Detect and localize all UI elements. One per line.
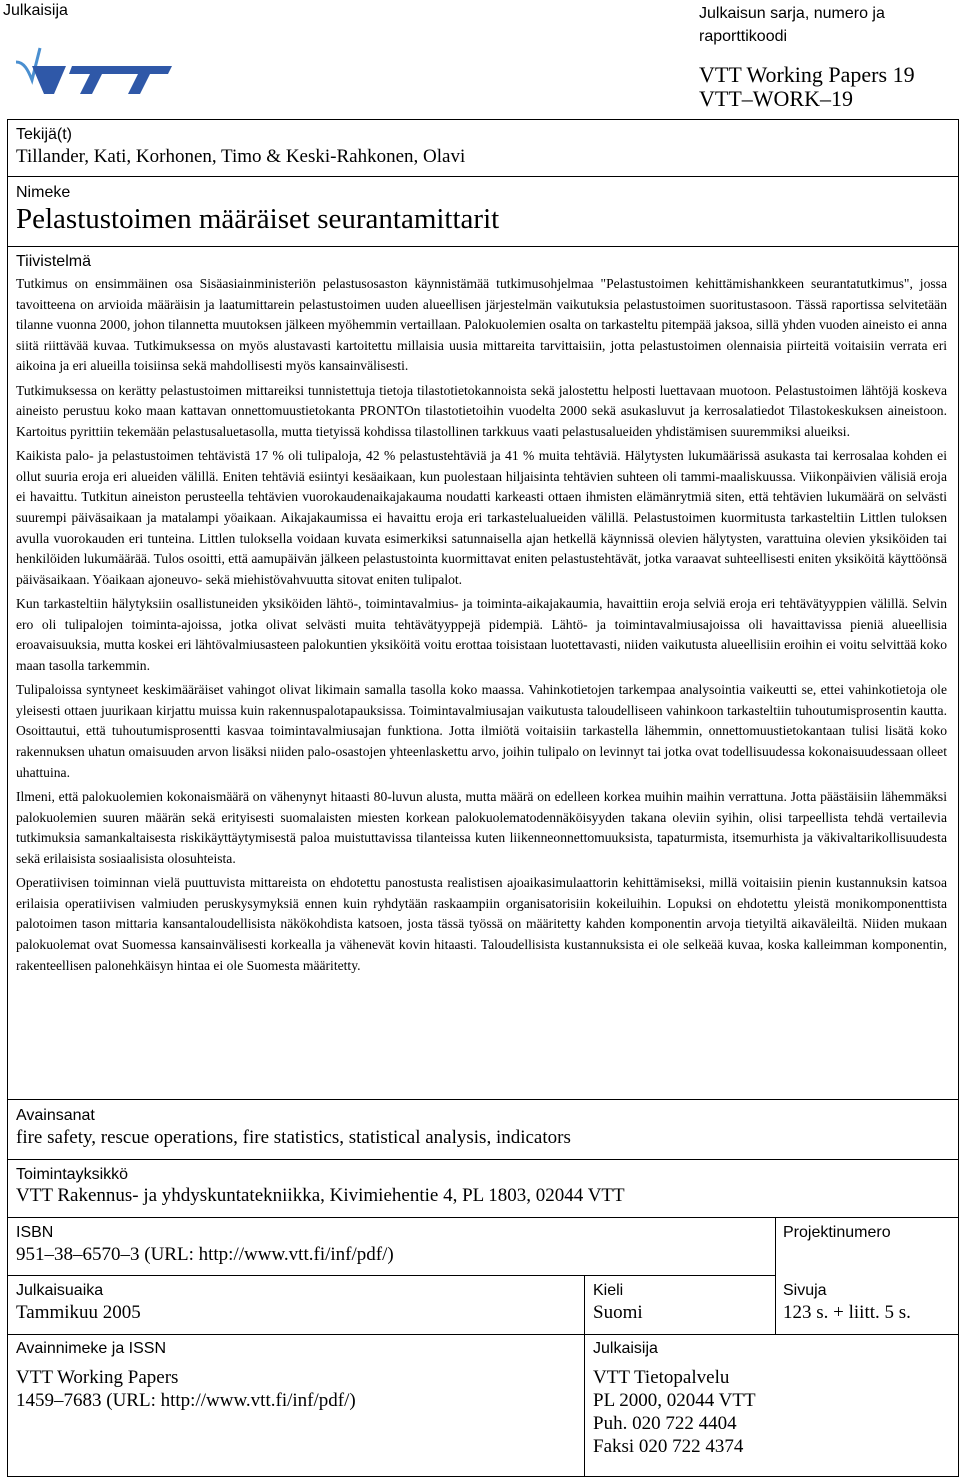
divider-title (7, 246, 959, 247)
divider-unit (7, 1217, 959, 1218)
abstract-paragraph: Kaikista palo- ja pelastustoimen tehtävistä 17 % oli tulipaloja, 42 % pelastustehtäviä ja 41 % muita tehtäviä. Hälytysten lukumäärissä asukasta tai kerrosalaa kohden ei ollut suuria eroja eri alueiden välillä. Eniten tehtäviä esiintyi kesäaikaan, kun puolestaan hiljaisinta tehtävien suhteen oli tammi-maaliskuussa. Viikonpäivien välisiä eroja ei havaittu. Tutkitun aineiston perusteella tehtävien vuorokaudenaikajakauma noudatti karkeasti ottaen ihmisten elämänrytmiä siten, että tehtävien lukumäärä on selvästi suurempi päiväsaikaan ja matalampi yöaikaan. Aikajakaumissa ei havaittu eroja eri tarkastelualueiden välillä. Pelastustoimen kuormitusta tarkasteltiin Littlen tuloksen avulla vuorokauden eri tunteina. Littlen tuloksella voidaan kuvata esimerkiksi satunnaisella ajan hetkellä käynnissä olevien hälytysten, varattuina olevien yksiköiden tai henkilöiden lukumäärää. Tulos osoitti, että aamupäivän jälkeen pelastustointa kuormittavat eniten pelastustehtävät, jotka varaavat suhteellisesti eniten yksiköitä käyttöönsä päiväsaikaan. Yöaikaan ajoneuvo- sekä miehistövahvuutta sitovat eniten tulipalot. (16, 448, 947, 587)
divider-top (7, 119, 959, 120)
abstract-paragraph: Tulipaloissa syntyneet keskimääräiset vahingot olivat likimain samalla tasolla koko maassa. Vahinkotietojen tarkempaa analysointia vaikeutti se, ettei vahinkotietoja ole yleisesti ottaen juurikaan kirjattu muissa kuin rakennuspalotapauksissa. Toimintavalmiusajan vaikutusta taloudelliseen vahinkoon tarkasteltiin tuhoutumisprosentin kautta. Osoittautui, että tuhoutumisprosentti kasvaa toimintavalmiusajan funktiona. Jotta ilmiötä voitaisiin tarkastella lähemmin, onnettomuustietokantaan tulisi lisätä koko rakennuksen uhatun omaisuuden arvon lisäksi niiden palo-osastojen yhteenlaskettu arvo, joihin tulipalo on levinnyt tai jotka ovat todellisuudessa kokonaisuudessaan olleet uhattuina. (16, 682, 947, 780)
publisher-line: VTT Tietopalvelu (593, 1367, 730, 1388)
series-label: Julkaisun sarja, numero ja raporttikoodi (699, 5, 885, 45)
keywords-value: fire safety, rescue operations, fire statistics, statistical analysis, indicators (16, 1127, 571, 1148)
isbn-label: ISBN (16, 1224, 54, 1241)
unit-value: VTT Rakennus- ja yhdyskuntatekniikka, Kivimiehentie 4, PL 1803, 02044 VTT (16, 1185, 625, 1206)
language-label: Kieli (593, 1282, 624, 1299)
publisher-line: Puh. 020 722 4404 (593, 1413, 737, 1434)
keywords-label: Avainsanat (16, 1107, 95, 1124)
frame-right (958, 119, 959, 1477)
divider-isbn (7, 1275, 775, 1276)
unit-label: Toimintayksikkö (16, 1166, 129, 1183)
series-issn-number: 1459–7683 (URL: http://www.vtt.fi/inf/pdf/) (16, 1390, 356, 1411)
publisher-label: Julkaisija (593, 1340, 658, 1357)
vtt-logo-text: VTT (14, 40, 16, 41)
abstract-paragraph: Kun tarkasteltiin hälytyksiin osallistuneiden yksiköiden lähtö-, toimintavalmius- ja toiminta-aikajakaumia, havaittiin eroja selviä eroja eri tehtävätyyppien välillä. Selvin ero oli tulipalojen toiminta-ajoissa, jotka olivat selvästi muita tehtävätyyppejä pidempiä. Lähtö- ja toimintavalmiusajoissa oli havaittavissa pieniä alueellisia eroavaisuuksia, mutta koskei eri lähtövalmiusasteen palokuntien yksiköitä voitu erottaa toisistaan luotettavasti, niiden vaikutusta alueellisiin eroihin ei voitu selvittää koko maan tasolla tarkemmin. (16, 596, 947, 673)
divider-keywords (7, 1159, 959, 1160)
abstract-paragraph: Ilmeni, että palokuolemien kokonaismäärä on vähenynyt hitaasti 80-luvun alusta, mutta määrä on edelleen korkea muihin maihin verrattuna. Jotta päästäisiin lähemmäksi palokuolemien suuren määrän sekä erityisesti suomalaisten miesten korkean palokuolematodennäköisyyden takana oleviin syihin, olisi tarpeellista tehdä vertailevia tutkimuksia samankaltaisesta riskikäyttäytymisestä paloa muistuttavissa tilanteissa kuten liikenneonnettomuuksista, tapaturmista, itsemurhista ja väkivaltarikollisuudesta sekä erilaisista sosiaalisista olosuhteista. (16, 789, 947, 866)
report-title: Pelastustoimen määräiset seurantamittarit (16, 203, 500, 235)
title-label: Nimeke (16, 184, 71, 201)
authors-value: Tillander, Kati, Korhonen, Timo & Keski-Rahkonen, Olavi (16, 146, 466, 167)
series-name: VTT Working Papers 19 (699, 62, 915, 87)
publisher-line: Faksi 020 722 4374 (593, 1436, 744, 1457)
abstract-paragraph: Tutkimuksessa on kerätty pelastustoimen mittareiksi tunnistettuja tietoja tilastotietokannoista sekä jalostettu helposti luettavaan muotoon. Pelastustoimen lähtöjä koskeva aineisto perustuu koko maan kattavan onnettomuustietokanta PRONTOn tilastotietoihin vuodelta 2000 sekä asukasluvut ja kerrosalatiedot Tilastokeskuksen aineistoon. Kartoitus pyrittiin tekemään pelastusaluetasolla, mutta tietyissä kohdissa tilastollinen tarkkuus vaati pelastusalueiden yhdistämisen suuremmiksi alueiksi. (16, 382, 947, 439)
authors-label: Tekijä(t) (16, 126, 73, 143)
publisher-line: PL 2000, 02044 VTT (593, 1390, 756, 1411)
publisher-header-label: Julkaisija (3, 2, 68, 19)
divider-abstract (7, 1099, 959, 1100)
publication-date-label: Julkaisuaika (16, 1282, 104, 1299)
divider-authors (7, 176, 959, 177)
language-value: Suomi (593, 1302, 643, 1323)
vtt-logo (14, 40, 172, 100)
frame-left (7, 119, 8, 1477)
abstract-paragraph: Operatiivisen toiminnan vielä puuttuvista mittareista on ehdotettu panostusta realistisen ajoaikasimulaattorin kehittämiseksi, millä voitaisiin pienin kustannuksin katsoa erilaisia operatiivisen valmiuden peruskysymyksiä ennen kuin ryhdytään raskaampiin organisatorisiin kokeiluihin. Lopuksi on ehdotettu yleistä monikomponenttista palotoimen tason mittaria kansantaloudellisista näkökohdista katsoen, josta tässä työssä on määritetty kahden komponentin arvoja tietyiltä aikaväleiltä. Niiden mukaan palokuolemat ovat Suomessa kansainvälisesti korkealla ja vähenevät kovin hitaasti. Taloudellisista kustannuksista ei ole selkeää kuvaa, koska kalleimman komponentin, rakenteellisen palonehkäisyn hintaa ei ole Suomesta määritetty. (16, 875, 947, 973)
divider-project-vertical (775, 1217, 776, 1335)
abstract-label: Tiivistelmä (16, 253, 91, 270)
frame-bottom (7, 1476, 959, 1477)
isbn-value: 951–38–6570–3 (URL: http://www.vtt.fi/inf/pdf/) (16, 1244, 394, 1265)
abstract-paragraph: Tutkimus on ensimmäinen osa Sisäasiainministeriön pelastusosaston käynnistämää tutkimusohjelmaa "Pelastustoimen kehittämishankkeen seurantatutkimus", jossa tavoitteena on arvioida määräisin ja laatumittarein pelastustoimen uuden alueellisen järjestelmän vaikutuksia pelastustoimen suoritustasoon. Tässä raportissa selvitetään tilanne vuonna 2000, johon tilannetta muutoksen jälkeen myöhemmin vertaillaan. Palokuolemien osalta on tarkasteltu pitempää jaksoa, sillä yhden vuoden aineisto ei anna siitä riittävää kuvaa. Tutkimuksessa on myös alustavasti kartoitettu millaisia uusia mittareita tarvittaisiin, jotta pelastustoimen olennaisia piirteitä voitaisiin verrata eri aikoina ja eri alueilla toisiinsa sekä mahdollisesti myös kansainvälisesti. (16, 276, 947, 374)
divider-language-vertical (584, 1275, 585, 1477)
project-number-label: Projektinumero (783, 1224, 891, 1241)
abstract-body (16, 274, 947, 980)
publication-date-value: Tammikuu 2005 (16, 1302, 141, 1323)
pages-value: 123 s. + liitt. 5 s. (783, 1302, 911, 1323)
series-issn-name: VTT Working Papers (16, 1367, 179, 1388)
divider-date (7, 1334, 959, 1335)
report-code: VTT–WORK–19 (699, 86, 853, 111)
series-issn-label: Avainnimeke ja ISSN (16, 1340, 166, 1357)
pages-label: Sivuja (783, 1282, 827, 1299)
